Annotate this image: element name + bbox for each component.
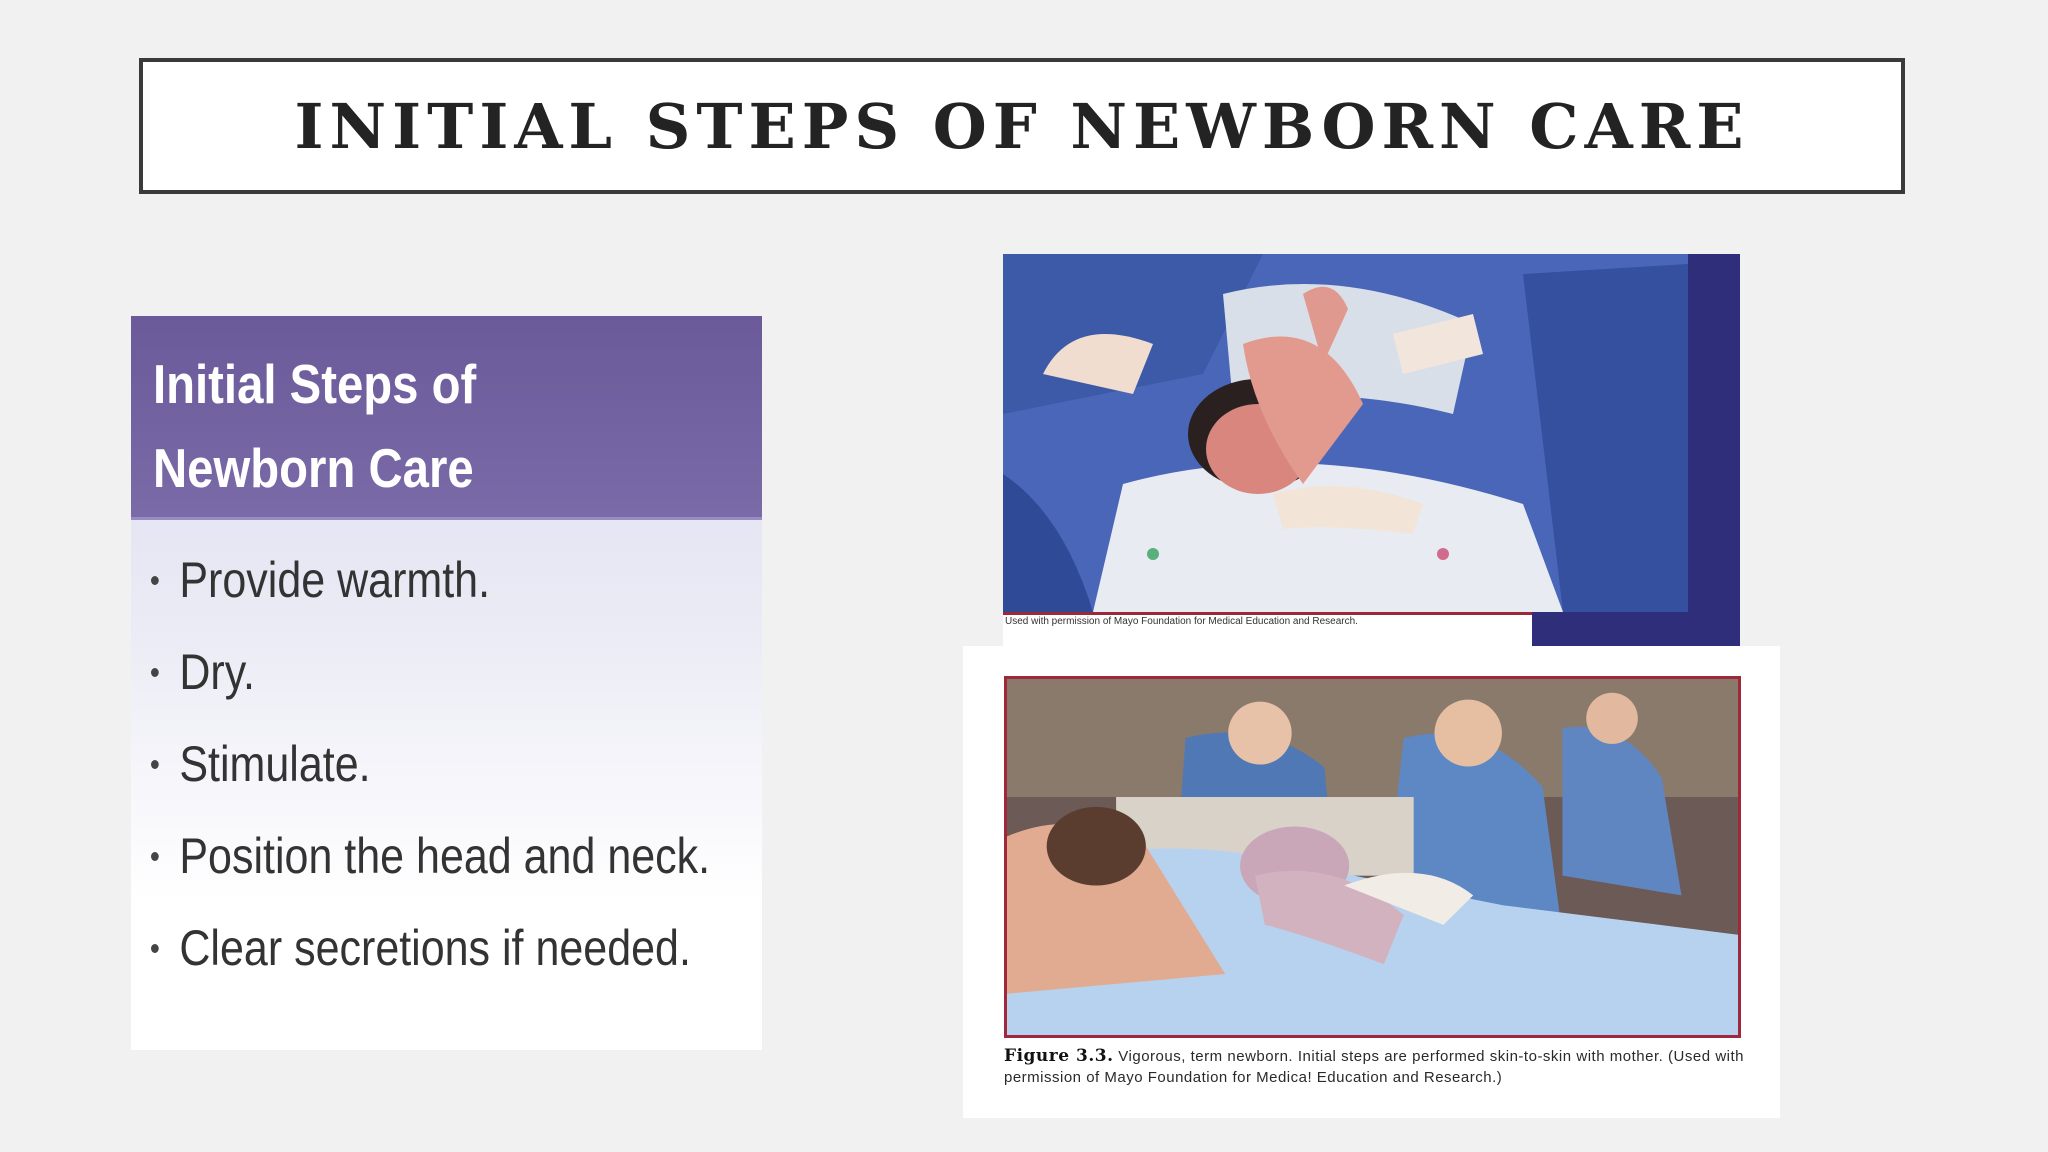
list-item: Provide warmth. <box>151 534 710 626</box>
figure-label: Figure 3.3. <box>1004 1046 1114 1066</box>
list-item: Dry. <box>151 626 710 718</box>
newborn-drape-scene <box>1003 254 1691 615</box>
skin-to-skin-scene <box>1004 676 1741 1038</box>
bullet-icon <box>151 944 159 953</box>
bullet-icon <box>151 668 159 677</box>
page-title: INITIAL STEPS OF NEWBORN CARE <box>294 89 1750 163</box>
bullet-icon <box>151 760 159 769</box>
navy-panel-bottom <box>1532 612 1740 647</box>
list-item: Clear secretions if needed. <box>151 902 710 994</box>
title-box <box>139 58 1905 194</box>
photo-credit: Used with permission of Mayo Foundation for Medical Education and Research. <box>1005 616 1358 627</box>
slide-header <box>131 316 762 520</box>
bullet-icon <box>151 852 159 861</box>
navy-panel <box>1688 254 1740 647</box>
newborn-photo-1 <box>1003 254 1740 647</box>
list-item: Stimulate. <box>151 718 710 810</box>
figure-caption <box>1004 1046 1744 1088</box>
steps-list <box>151 534 801 994</box>
bullet-icon <box>151 576 159 585</box>
slide-image <box>131 316 762 1050</box>
newborn-photo-2 <box>963 646 1780 1118</box>
caption-text: Vigorous, term newborn. Initial steps are performed skin-to-skin with mother. (Used with permission of Mayo Foundation for Medica! Education and Research.) <box>1004 1048 1744 1086</box>
slide-heading: Initial Steps of Newborn Care <box>153 353 477 499</box>
list-item: Position the head and neck. <box>151 810 710 902</box>
